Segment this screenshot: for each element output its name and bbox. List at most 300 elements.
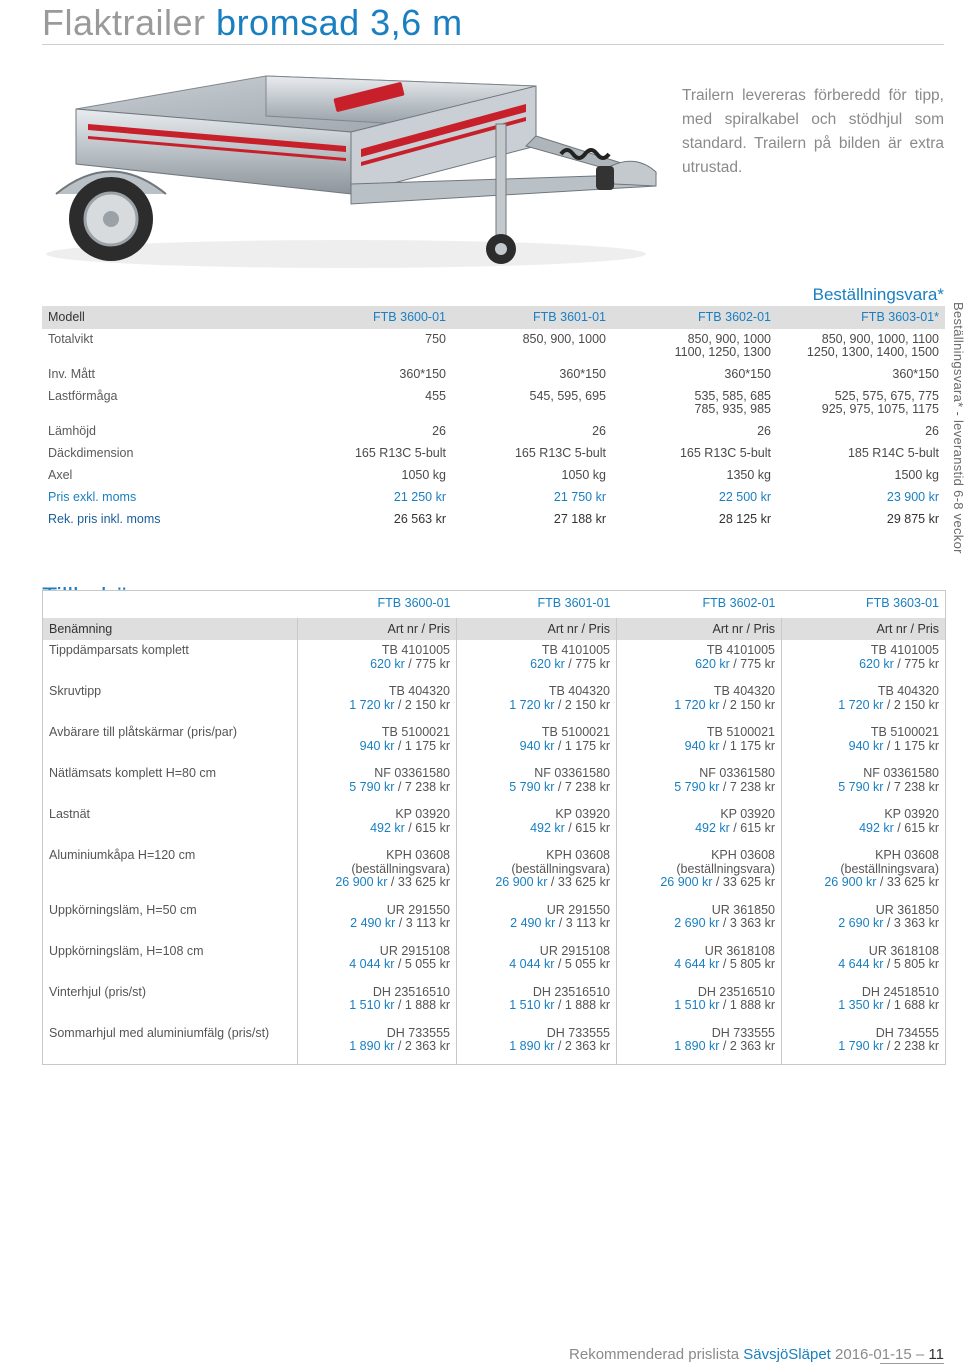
accessories-model-header: FTB 3601-01 — [457, 591, 617, 618]
price-line — [304, 958, 450, 972]
spec-row — [42, 465, 945, 487]
accessory-price-cell — [457, 640, 617, 681]
order-note: (beställningsvara) — [351, 861, 450, 876]
spec-value-line: 29 875 kr — [886, 512, 939, 526]
article-number: KP 03920 — [555, 807, 610, 821]
article-number: DH 23516510 — [697, 984, 775, 999]
accessory-price-cell — [457, 722, 617, 763]
spec-value — [452, 386, 612, 421]
recommended-price: / 1 175 kr — [394, 738, 450, 753]
net-price: 26 900 kr — [495, 875, 548, 889]
spec-value-line: 535, 585, 685 — [694, 389, 771, 403]
article-number: NF 03361580 — [699, 766, 775, 780]
net-price: 1 720 kr — [349, 697, 395, 712]
recommended-price: / 1 688 kr — [883, 998, 939, 1012]
spec-value-line: 1250, 1300, 1400, 1500 — [806, 345, 939, 359]
accessory-price-cell — [457, 845, 617, 900]
spec-value-line: 28 125 kr — [718, 512, 771, 526]
recommended-price: / 615 kr — [893, 820, 939, 835]
recommended-price: / 615 kr — [564, 820, 610, 835]
article-number: DH 23516510 — [532, 984, 610, 999]
accessory-name: Uppkörningsläm, H=50 cm — [49, 902, 197, 917]
spec-value-line: 850, 900, 1000, 1100 — [821, 332, 939, 346]
spec-row — [42, 386, 945, 421]
accessories-model-header: FTB 3603-01 — [782, 591, 946, 618]
price-line — [623, 876, 775, 890]
article-number: NF 03361580 — [374, 766, 450, 780]
accessory-name: Vinterhjul (pris/st) — [49, 984, 147, 999]
price-line — [623, 917, 775, 931]
accessories-price-header: Art nr / Pris — [617, 618, 782, 641]
spec-row — [42, 509, 945, 531]
net-price: 1 790 kr — [838, 1039, 884, 1053]
footer-brand: SävsjöSläpet — [743, 1346, 831, 1363]
spec-row — [42, 443, 945, 465]
accessory-price-cell — [782, 982, 946, 1023]
accessory-price-cell — [782, 722, 946, 763]
spec-value-line: 165 R13C 5-bult — [354, 446, 446, 460]
spec-value-line: 165 R13C 5-bult — [679, 446, 771, 460]
net-price: 1 510 kr — [674, 998, 720, 1012]
spec-value — [777, 509, 945, 531]
recommended-price: / 775 kr — [564, 656, 610, 671]
accessory-row — [43, 804, 946, 845]
spec-row — [42, 487, 945, 509]
net-price: 26 900 kr — [660, 875, 713, 889]
spec-value — [612, 443, 777, 465]
spec-row-label: Lastförmåga — [48, 389, 118, 403]
net-price: 940 kr — [848, 738, 884, 753]
article-number: KP 03920 — [884, 807, 939, 821]
price-line — [788, 958, 939, 972]
price-line — [304, 658, 450, 672]
spec-value-line: 1100, 1250, 1300 — [674, 345, 771, 359]
spec-value-line: 455 — [425, 389, 446, 403]
net-price: 1 890 kr — [509, 1039, 555, 1053]
recommended-price: / 7 238 kr — [719, 779, 775, 794]
article-number: UR 361850 — [875, 902, 939, 917]
recommended-price: / 1 175 kr — [554, 738, 610, 753]
spec-value-line: 850, 900, 1000 — [522, 332, 606, 346]
accessory-row — [43, 763, 946, 804]
spec-model-header: FTB 3600-01 — [297, 306, 452, 329]
accessory-name: Avbärare till plåtskärmar (pris/par) — [49, 725, 238, 739]
accessory-price-cell — [457, 1023, 617, 1065]
title-accent: bromsad 3,6 m — [216, 2, 463, 43]
article-number: DH 733555 — [546, 1025, 610, 1040]
recommended-price: / 5 055 kr — [554, 957, 610, 971]
spec-value — [777, 443, 945, 465]
accessory-row — [43, 941, 946, 982]
spec-value-line: 1500 kg — [894, 468, 939, 482]
article-number: KPH 03608 — [386, 848, 450, 862]
accessory-price-cell — [298, 941, 457, 982]
accessory-price-cell — [298, 681, 457, 722]
price-line — [623, 999, 775, 1013]
recommended-price: / 2 150 kr — [554, 697, 610, 712]
spec-value-line: 21 750 kr — [553, 490, 606, 504]
accessory-price-cell — [298, 1023, 457, 1065]
article-number: UR 291550 — [386, 902, 450, 917]
accessory-price-cell — [298, 982, 457, 1023]
spec-value — [297, 386, 452, 421]
net-price: 1 720 kr — [838, 697, 884, 712]
price-line — [463, 740, 610, 754]
net-price: 2 490 kr — [350, 916, 396, 930]
recommended-price: / 3 113 kr — [555, 916, 610, 930]
net-price: 1 510 kr — [349, 998, 395, 1012]
recommended-price: / 1 888 kr — [554, 998, 610, 1012]
net-price: 26 900 kr — [335, 875, 388, 889]
price-line — [463, 958, 610, 972]
spec-row-label: Totalvikt — [48, 332, 94, 346]
price-line — [623, 658, 775, 672]
accessories-model-header: FTB 3600-01 — [298, 591, 457, 618]
article-number: TB 404320 — [388, 684, 450, 698]
price-line — [463, 876, 610, 890]
net-price: 5 790 kr — [838, 779, 884, 794]
net-price: 492 kr — [530, 820, 565, 835]
price-line — [304, 917, 450, 931]
accessory-price-cell — [782, 900, 946, 941]
accessory-price-cell — [617, 722, 782, 763]
recommended-price: / 7 238 kr — [883, 779, 939, 794]
spec-value-line: 23 900 kr — [886, 490, 939, 504]
article-number: NF 03361580 — [863, 766, 939, 780]
net-price: 26 900 kr — [824, 875, 877, 889]
title-prefix: Flaktrailer — [42, 2, 206, 43]
spec-value — [612, 487, 777, 509]
accessories-column-row — [43, 618, 946, 641]
accessory-row — [43, 722, 946, 763]
accessory-price-cell — [617, 1023, 782, 1065]
accessory-price-cell — [298, 900, 457, 941]
spec-model-header: FTB 3603-01* — [777, 306, 945, 329]
accessories-price-header: Art nr / Pris — [298, 618, 457, 641]
accessories-name-header: Benämning — [43, 618, 298, 641]
spec-value-line: 850, 900, 1000 — [687, 332, 771, 346]
price-line — [623, 1040, 775, 1054]
accessory-price-cell — [298, 804, 457, 845]
spec-value — [777, 421, 945, 443]
price-line — [304, 822, 450, 836]
recommended-price: / 3 363 kr — [883, 916, 939, 930]
accessory-price-cell — [617, 900, 782, 941]
accessory-price-cell — [457, 900, 617, 941]
recommended-price: / 3 363 kr — [719, 916, 775, 930]
spec-row-label: Lämhöjd — [48, 424, 96, 438]
spec-value-line: 1050 kg — [401, 468, 446, 482]
recommended-price: / 33 625 kr — [547, 875, 610, 889]
page-footer — [569, 1346, 944, 1363]
article-number: DH 734555 — [875, 1025, 939, 1040]
accessory-name: Aluminiumkåpa H=120 cm — [49, 848, 196, 862]
spec-value-line: 360*150 — [892, 367, 939, 381]
spec-value — [297, 364, 452, 386]
spec-value — [612, 509, 777, 531]
recommended-price: / 1 175 kr — [883, 738, 939, 753]
article-number: TB 5100021 — [381, 725, 450, 739]
article-number: UR 291550 — [546, 902, 610, 917]
accessory-name: Uppkörningsläm, H=108 cm — [49, 943, 204, 958]
article-number: DH 23516510 — [372, 984, 450, 999]
article-number: UR 361850 — [711, 902, 775, 917]
net-price: 1 350 kr — [838, 998, 884, 1012]
order-note: (beställningsvara) — [676, 861, 775, 876]
spec-value — [452, 509, 612, 531]
price-line — [788, 876, 939, 890]
spec-value-line: 785, 935, 985 — [694, 402, 771, 416]
accessory-price-cell — [782, 845, 946, 900]
spec-model-label: Modell — [42, 306, 297, 329]
spec-value-line: 27 188 kr — [553, 512, 606, 526]
recommended-price: / 2 150 kr — [394, 697, 450, 712]
accessory-price-cell — [782, 941, 946, 982]
price-line — [463, 822, 610, 836]
article-number: DH 24518510 — [861, 984, 939, 999]
article-number: UR 3618108 — [868, 943, 939, 958]
article-number: TB 4101005 — [706, 643, 775, 657]
recommended-price: / 615 kr — [729, 820, 775, 835]
accessory-name: Lastnät — [49, 807, 91, 821]
accessory-price-cell — [298, 845, 457, 900]
net-price: 940 kr — [684, 738, 720, 753]
accessory-price-cell — [782, 1023, 946, 1065]
accessory-name: Nätlämsats komplett H=80 cm — [49, 766, 217, 780]
spec-value-line: 26 — [432, 424, 446, 438]
article-number: TB 404320 — [877, 684, 939, 698]
price-line — [788, 740, 939, 754]
spec-value-line: 165 R13C 5-bult — [514, 446, 606, 460]
accessory-price-cell — [617, 941, 782, 982]
accessory-price-cell — [782, 763, 946, 804]
accessories-model-spacer — [43, 591, 298, 618]
article-number: TB 404320 — [548, 684, 610, 698]
price-line — [463, 699, 610, 713]
spec-row-label: Rek. pris inkl. moms — [48, 512, 161, 526]
recommended-price: / 615 kr — [404, 820, 450, 835]
article-number: KPH 03608 — [546, 848, 610, 862]
spec-value-line: 360*150 — [559, 367, 606, 381]
article-number: TB 404320 — [713, 684, 775, 698]
spec-value-line: 525, 575, 675, 775 — [834, 389, 939, 403]
net-price: 5 790 kr — [674, 779, 720, 794]
accessories-price-header: Art nr / Pris — [782, 618, 946, 641]
spec-value-line: 1350 kg — [726, 468, 771, 482]
spec-row-label: Däckdimension — [48, 446, 134, 460]
price-line — [304, 999, 450, 1013]
delivery-side-note: Beställningsvara* - leveranstid 6-8 veckor — [951, 302, 966, 554]
price-line — [304, 1040, 450, 1054]
accessory-price-cell — [617, 982, 782, 1023]
accessory-name: Tippdämparsats komplett — [49, 643, 189, 657]
spec-value — [777, 487, 945, 509]
accessories-model-header: FTB 3602-01 — [617, 591, 782, 618]
article-number: KPH 03608 — [711, 848, 775, 862]
recommended-price: / 7 238 kr — [394, 779, 450, 794]
spec-value — [452, 364, 612, 386]
net-price: 4 644 kr — [838, 957, 884, 971]
accessory-price-cell — [457, 681, 617, 722]
order-item-label: Beställningsvara* — [812, 285, 944, 304]
accessory-price-cell — [457, 941, 617, 982]
spec-value — [777, 329, 945, 364]
accessories-price-header: Art nr / Pris — [457, 618, 617, 641]
spec-header-row — [42, 306, 945, 329]
net-price: 4 044 kr — [349, 957, 395, 971]
recommended-price: / 5 805 kr — [719, 957, 775, 971]
accessory-row — [43, 640, 946, 681]
spec-value — [297, 421, 452, 443]
accessory-name: Skruvtipp — [49, 684, 102, 698]
price-line — [463, 658, 610, 672]
article-number: TB 5100021 — [541, 725, 610, 739]
net-price: 4 044 kr — [509, 957, 555, 971]
footer-prefix: Rekommenderad prislista — [569, 1346, 744, 1363]
spec-value-line: 21 250 kr — [393, 490, 446, 504]
spec-value — [452, 487, 612, 509]
price-line — [788, 999, 939, 1013]
spec-row — [42, 421, 945, 443]
order-note: (beställningsvara) — [511, 861, 610, 876]
spec-value — [297, 509, 452, 531]
net-price: 620 kr — [530, 656, 565, 671]
accessory-name: Sommarhjul med aluminiumfälg (pris/st) — [49, 1025, 270, 1040]
accessory-price-cell — [457, 804, 617, 845]
article-number: TB 4101005 — [541, 643, 610, 657]
article-number: KP 03920 — [395, 807, 450, 821]
spec-model-header: FTB 3602-01 — [612, 306, 777, 329]
net-price: 1 890 kr — [349, 1039, 395, 1053]
spec-value — [612, 364, 777, 386]
accessory-price-cell — [617, 681, 782, 722]
price-line — [623, 740, 775, 754]
recommended-price: / 5 055 kr — [394, 957, 450, 971]
price-line — [623, 822, 775, 836]
intro-text: Trailern levereras förberedd för tipp, med spiralkabel och stödhjul som standard. Trailern på bilden är extra utrustad. — [682, 87, 944, 176]
accessory-price-cell — [298, 640, 457, 681]
spec-value — [452, 329, 612, 364]
footer-underline — [880, 1363, 944, 1364]
price-line — [463, 781, 610, 795]
net-price: 940 kr — [359, 738, 395, 753]
article-number: TB 5100021 — [870, 725, 939, 739]
spec-value-line: 360*150 — [399, 367, 446, 381]
spec-model-header: FTB 3601-01 — [452, 306, 612, 329]
recommended-price: / 775 kr — [729, 656, 775, 671]
net-price: 5 790 kr — [509, 779, 555, 794]
price-line — [304, 699, 450, 713]
article-number: KP 03920 — [720, 807, 775, 821]
price-line — [623, 958, 775, 972]
recommended-price: / 33 625 kr — [876, 875, 939, 889]
accessory-price-cell — [782, 804, 946, 845]
accessory-row — [43, 982, 946, 1023]
accessory-price-cell — [298, 722, 457, 763]
article-number: KPH 03608 — [875, 848, 939, 862]
price-line — [463, 1040, 610, 1054]
article-number: TB 4101005 — [870, 643, 939, 657]
price-line — [623, 699, 775, 713]
price-line — [463, 917, 610, 931]
spec-value — [612, 386, 777, 421]
net-price: 620 kr — [859, 656, 894, 671]
article-number: UR 3618108 — [704, 943, 775, 958]
spec-value — [612, 329, 777, 364]
spec-value-line: 750 — [425, 332, 446, 346]
spec-value — [777, 386, 945, 421]
spec-value — [452, 443, 612, 465]
page-number: 11 — [928, 1346, 944, 1363]
article-number: TB 4101005 — [381, 643, 450, 657]
net-price: 2 490 kr — [510, 916, 556, 930]
spec-value — [297, 443, 452, 465]
net-price: 4 644 kr — [674, 957, 720, 971]
spec-value — [777, 465, 945, 487]
net-price: 2 690 kr — [674, 916, 720, 930]
spec-value-line: 545, 595, 695 — [529, 389, 606, 403]
net-price: 940 kr — [519, 738, 555, 753]
spec-value — [612, 465, 777, 487]
accessory-price-cell — [457, 763, 617, 804]
price-line — [788, 781, 939, 795]
recommended-price: / 2 363 kr — [394, 1039, 450, 1053]
recommended-price: / 2 150 kr — [719, 697, 775, 712]
price-line — [304, 781, 450, 795]
spec-value — [297, 487, 452, 509]
accessory-price-cell — [457, 982, 617, 1023]
spec-value — [777, 364, 945, 386]
spec-value-line: 360*150 — [724, 367, 771, 381]
recommended-price: / 775 kr — [404, 656, 450, 671]
recommended-price: / 1 175 kr — [719, 738, 775, 753]
recommended-price: / 2 150 kr — [883, 697, 939, 712]
spec-value — [297, 465, 452, 487]
article-number: DH 733555 — [386, 1025, 450, 1040]
net-price: 2 690 kr — [838, 916, 884, 930]
spec-row-label: Axel — [48, 468, 73, 482]
spec-row-label: Inv. Mått — [48, 367, 96, 381]
spec-value-line: 26 563 kr — [393, 512, 446, 526]
net-price: 1 720 kr — [509, 697, 555, 712]
accessory-price-cell — [617, 804, 782, 845]
spec-value — [452, 421, 612, 443]
spec-row — [42, 329, 945, 364]
net-price: 620 kr — [370, 656, 405, 671]
accessory-row — [43, 1023, 946, 1065]
spec-value-line: 26 — [757, 424, 771, 438]
net-price: 620 kr — [695, 656, 730, 671]
recommended-price: / 1 888 kr — [394, 998, 450, 1012]
order-note: (beställningsvara) — [840, 861, 939, 876]
page-title — [42, 2, 463, 44]
spec-value-line: 1050 kg — [561, 468, 606, 482]
accessory-price-cell — [617, 640, 782, 681]
price-line — [463, 999, 610, 1013]
net-price: 1 890 kr — [674, 1039, 720, 1053]
spec-value — [612, 421, 777, 443]
accessory-row — [43, 845, 946, 900]
accessory-row — [43, 681, 946, 722]
recommended-price: / 1 888 kr — [719, 998, 775, 1012]
accessory-row — [43, 900, 946, 941]
recommended-price: / 5 805 kr — [883, 957, 939, 971]
article-number: UR 2915108 — [379, 943, 450, 958]
price-line — [304, 876, 450, 890]
recommended-price: / 33 625 kr — [712, 875, 775, 889]
recommended-price: / 2 363 kr — [719, 1039, 775, 1053]
spec-row-label: Pris exkl. moms — [48, 490, 137, 504]
